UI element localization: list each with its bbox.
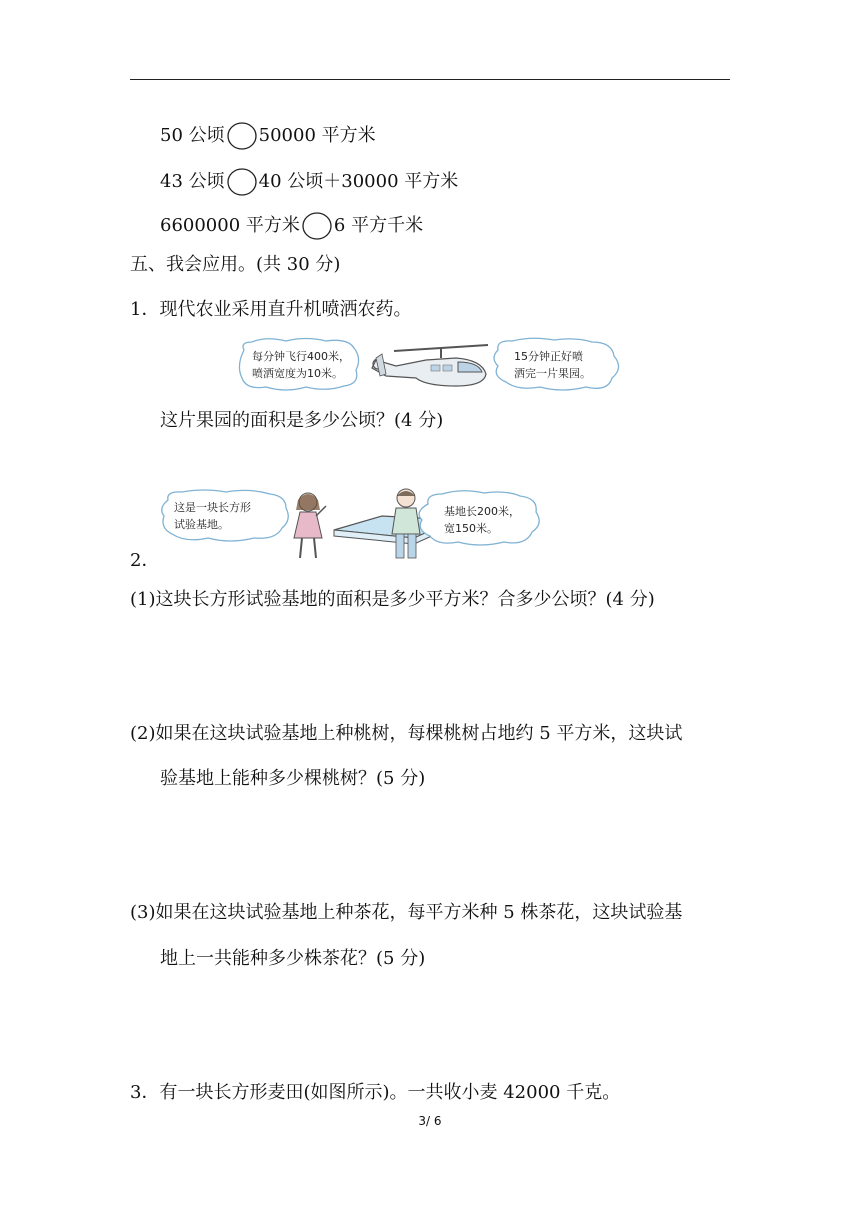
question-2-sub-2-line-1: (2)如果在这块试验基地上种桃树，每棵桃树占地约 5 平方米，这块试 [130, 723, 683, 744]
question-number-2: 2． [130, 550, 160, 571]
bubble-text: 试验基地。 [174, 518, 229, 531]
speech-bubble-left [162, 490, 289, 541]
helicopter-icon [372, 345, 488, 386]
helicopter-illustration [236, 336, 624, 396]
compare-right: 40 公顷＋30000 平方米 [258, 171, 459, 192]
girl-icon [294, 493, 326, 558]
question-number: 1． [130, 299, 160, 320]
question-text: 现代农业采用直升机喷洒农药。 [159, 299, 412, 320]
base-illustration [158, 488, 548, 564]
bubble-text: 基地长200米， [444, 505, 520, 518]
compare-row-1 [160, 121, 376, 151]
question-3 [130, 1081, 620, 1105]
question-2-sub-1: (1)这块长方形试验基地的面积是多少平方米？合多少公顷？(4 分) [130, 589, 655, 610]
compare-left: 6600000 平方米 [160, 215, 300, 236]
question-text: 有一块长方形麦田(如图所示)。一共收小麦 42000 千克。 [159, 1082, 621, 1103]
question-1 [130, 298, 411, 322]
answer-circle[interactable] [226, 167, 258, 197]
bubble-text: 这是一块长方形 [174, 501, 251, 514]
section-title: 五、我会应用。(共 30 分) [130, 254, 341, 275]
compare-left: 43 公顷 [160, 171, 225, 192]
speech-bubble-right [419, 491, 539, 545]
bubble-text: 洒完一片果园。 [514, 367, 591, 380]
page-number: 3/ 6 [418, 1114, 442, 1128]
question-2-sub-3-line-2: 地上一共能种多少株茶花？(5 分) [160, 948, 426, 969]
compare-right: 6 平方千米 [333, 215, 424, 236]
question-2-sub-3-line-1: (3)如果在这块试验基地上种茶花，每平方米种 5 株茶花，这块试验基 [130, 902, 683, 923]
question-2-sub-2-line-2: 验基地上能种多少棵桃树？(5 分) [160, 768, 426, 789]
speech-bubble-left [239, 339, 358, 391]
header-rule [130, 79, 730, 80]
compare-row-3 [160, 211, 423, 241]
speech-bubble-right [494, 338, 619, 390]
compare-left: 50 公顷 [160, 125, 225, 146]
question-number: 3． [130, 1082, 160, 1103]
bubble-text: 15分钟正好喷 [514, 350, 583, 363]
question-1-prompt: 这片果园的面积是多少公顷？(4 分) [160, 410, 444, 431]
boy-icon [392, 489, 420, 558]
bubble-text: 喷洒宽度为10米。 [252, 367, 343, 380]
answer-circle[interactable] [301, 211, 333, 241]
compare-right: 50000 平方米 [258, 125, 376, 146]
bubble-text: 宽150米。 [444, 522, 498, 535]
compare-row-2 [160, 167, 458, 197]
answer-circle[interactable] [226, 121, 258, 151]
bubble-text: 每分钟飞行400米， [252, 350, 350, 363]
